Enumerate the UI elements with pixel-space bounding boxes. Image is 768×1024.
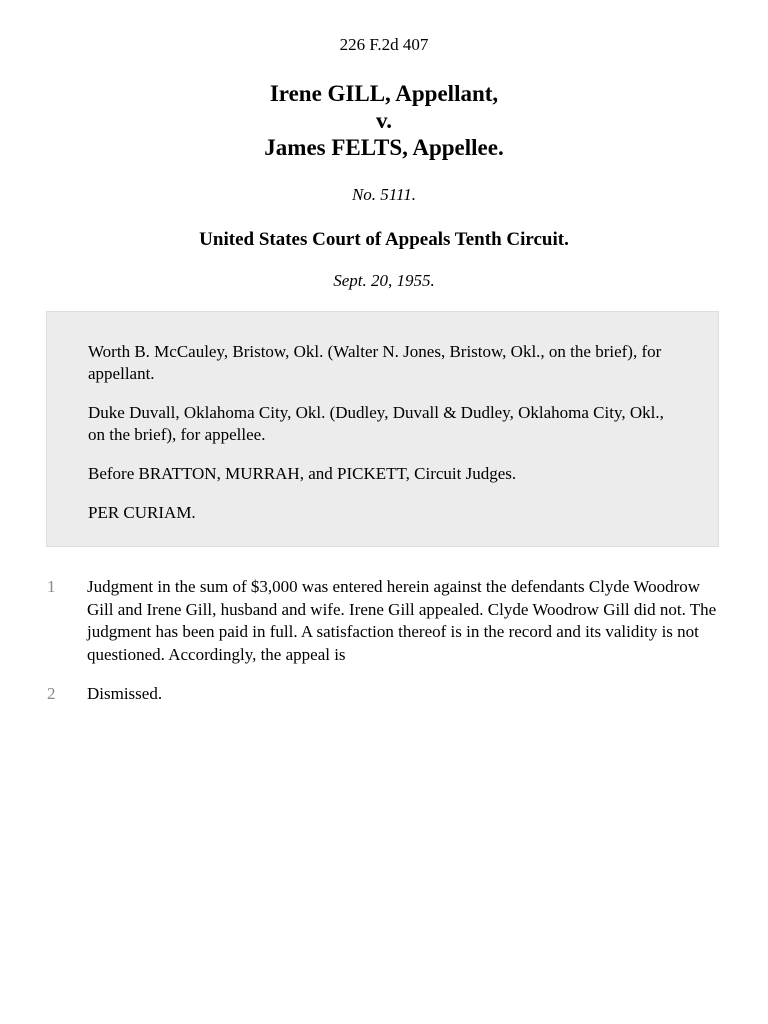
paragraph-number: 1 xyxy=(47,577,56,596)
case-citation: 226 F.2d 407 xyxy=(339,35,429,54)
counsel-info-box xyxy=(46,311,719,547)
paragraph-text: Judgment in the sum of $3,000 was entered herein against the defendants Clyde Woodrow Gill and Irene Gill, husband and wife. Irene Gill appealed. Clyde Woodrow Gill did not. The judgment has been paid in full. A satisfaction thereof is in the record and its validity is not questioned. Accordingly, the appeal is xyxy=(87,577,717,664)
decision-date: Sept. 20, 1955. xyxy=(333,271,435,290)
appellant-name: Irene GILL, Appellant, xyxy=(269,81,499,106)
paragraph-text: Dismissed. xyxy=(87,684,163,703)
opinion-paragraph xyxy=(0,576,768,666)
opinion-paragraph xyxy=(0,683,768,706)
appellant-counsel: Worth B. McCauley, Bristow, Okl. (Walter N. Jones, Bristow, Okl., on the brief), for appellant. xyxy=(88,342,662,383)
paragraph-number: 2 xyxy=(47,684,56,703)
appellee-name: James FELTS, Appellee. xyxy=(264,135,504,160)
versus-label: v. xyxy=(376,108,392,133)
docket-number: No. 5111. xyxy=(351,185,417,204)
court-name: United States Court of Appeals Tenth Circuit. xyxy=(199,229,569,250)
opinion-author: PER CURIAM. xyxy=(88,503,196,522)
appellee-counsel: Duke Duvall, Oklahoma City, Okl. (Dudley, Duvall & Dudley, Oklahoma City, Okl., on the brief), for appellee. xyxy=(88,403,664,444)
opinion-body xyxy=(0,576,768,723)
case-parties xyxy=(0,80,768,161)
panel-judges: Before BRATTON, MURRAH, and PICKETT, Circuit Judges. xyxy=(88,464,517,483)
